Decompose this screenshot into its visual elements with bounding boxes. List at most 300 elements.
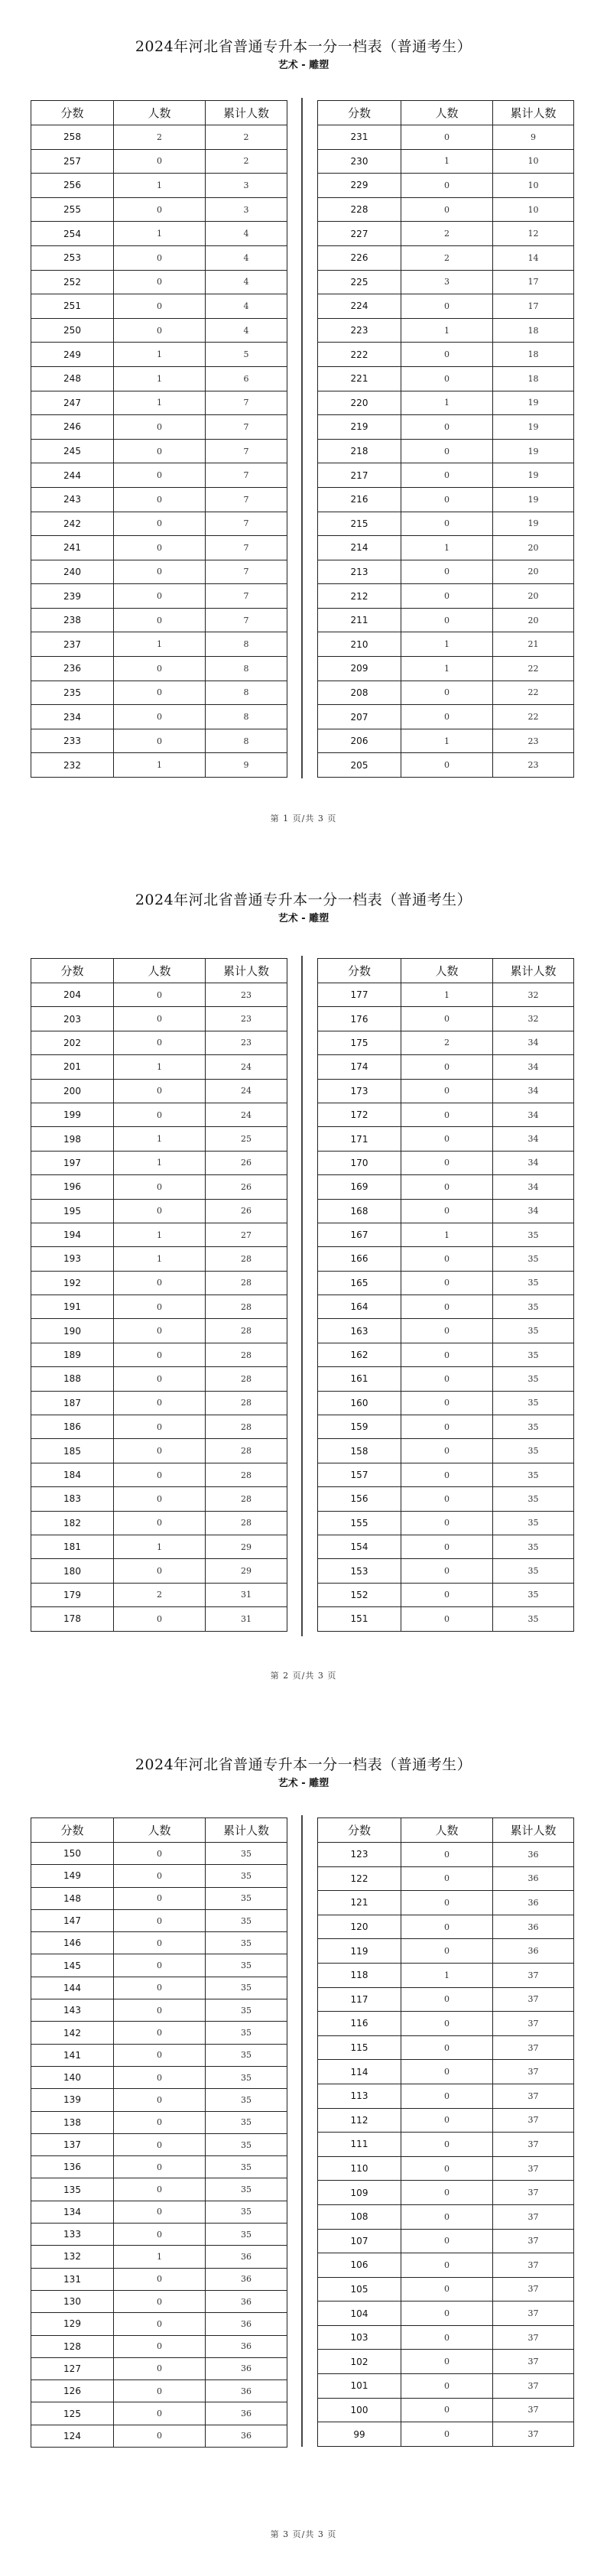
count-cell: 0 bbox=[401, 2133, 493, 2157]
score-cell: 222 bbox=[318, 343, 401, 367]
count-cell: 0 bbox=[114, 2357, 206, 2379]
cumulative-cell: 19 bbox=[493, 463, 574, 488]
count-cell: 0 bbox=[114, 2402, 206, 2425]
cumulative-cell: 37 bbox=[493, 2204, 574, 2229]
table-row bbox=[318, 1391, 574, 1415]
header-score: 分数 bbox=[318, 959, 401, 983]
count-cell: 0 bbox=[114, 2290, 206, 2312]
cumulative-cell: 28 bbox=[206, 1319, 287, 1343]
score-cell: 127 bbox=[31, 2357, 114, 2379]
table-row bbox=[318, 1439, 574, 1463]
table-row bbox=[31, 1977, 287, 1999]
score-cell: 201 bbox=[31, 1055, 114, 1079]
table-row bbox=[31, 2022, 287, 2044]
count-cell: 0 bbox=[401, 2060, 493, 2084]
table-row bbox=[318, 2325, 574, 2350]
table-row bbox=[318, 1031, 574, 1054]
page-subtitle: 艺术 - 雕塑 bbox=[278, 60, 329, 71]
table-row bbox=[31, 584, 287, 609]
count-cell: 1 bbox=[401, 1963, 493, 1987]
cumulative-cell: 37 bbox=[493, 1963, 574, 1987]
page-title: 2024年河北省普通专升本一分一档表（普通考生） bbox=[135, 1756, 472, 1773]
count-cell: 0 bbox=[114, 245, 206, 270]
cumulative-cell: 26 bbox=[206, 1199, 287, 1223]
cumulative-cell: 35 bbox=[206, 2044, 287, 2066]
column-divider bbox=[301, 1815, 303, 2447]
score-cell: 172 bbox=[318, 1103, 401, 1126]
cumulative-cell: 28 bbox=[206, 1247, 287, 1271]
count-cell: 0 bbox=[114, 1271, 206, 1294]
cumulative-cell: 35 bbox=[206, 1932, 287, 1954]
count-cell: 0 bbox=[114, 1343, 206, 1366]
table-row bbox=[318, 1415, 574, 1439]
table-row bbox=[31, 245, 287, 270]
count-cell: 0 bbox=[401, 1891, 493, 1915]
table-row bbox=[31, 1055, 287, 1079]
cumulative-cell: 35 bbox=[493, 1463, 574, 1486]
table-row bbox=[31, 487, 287, 512]
cumulative-cell: 8 bbox=[206, 657, 287, 681]
cumulative-cell: 37 bbox=[493, 2156, 574, 2181]
score-cell: 148 bbox=[31, 1887, 114, 1909]
count-cell: 0 bbox=[401, 1103, 493, 1126]
count-cell: 0 bbox=[114, 1909, 206, 1931]
score-cell: 149 bbox=[31, 1865, 114, 1887]
cumulative-cell: 17 bbox=[493, 270, 574, 294]
score-cell: 208 bbox=[318, 681, 401, 705]
score-cell: 168 bbox=[318, 1199, 401, 1223]
column-divider bbox=[301, 98, 303, 778]
table-row bbox=[318, 753, 574, 778]
score-cell: 174 bbox=[318, 1055, 401, 1079]
count-cell: 0 bbox=[401, 415, 493, 440]
table-row bbox=[318, 560, 574, 584]
cumulative-cell: 17 bbox=[493, 294, 574, 319]
score-cell: 251 bbox=[31, 294, 114, 319]
cumulative-cell: 37 bbox=[493, 2398, 574, 2422]
score-cell: 114 bbox=[318, 2060, 401, 2084]
cumulative-cell: 9 bbox=[493, 125, 574, 150]
table-row bbox=[318, 2350, 574, 2374]
score-cell: 158 bbox=[318, 1439, 401, 1463]
count-cell: 0 bbox=[401, 2277, 493, 2302]
page-subtitle: 艺术 - 雕塑 bbox=[278, 913, 329, 924]
table-row bbox=[31, 512, 287, 536]
count-cell: 0 bbox=[401, 705, 493, 729]
cumulative-cell: 37 bbox=[493, 2060, 574, 2084]
score-cell: 131 bbox=[31, 2268, 114, 2290]
table-row bbox=[318, 1487, 574, 1511]
cumulative-cell: 24 bbox=[206, 1103, 287, 1126]
count-cell: 1 bbox=[114, 222, 206, 246]
score-cell: 228 bbox=[318, 197, 401, 222]
cumulative-cell: 20 bbox=[493, 560, 574, 584]
table-row bbox=[318, 1127, 574, 1151]
cumulative-cell: 10 bbox=[493, 174, 574, 198]
table-row bbox=[31, 1415, 287, 1439]
cumulative-cell: 8 bbox=[206, 729, 287, 753]
score-cell: 233 bbox=[31, 729, 114, 753]
score-cell: 170 bbox=[318, 1151, 401, 1174]
count-cell: 0 bbox=[114, 1295, 206, 1319]
count-cell: 0 bbox=[114, 1439, 206, 1463]
table-row bbox=[31, 1843, 287, 1865]
score-cell: 237 bbox=[31, 632, 114, 657]
cumulative-cell: 25 bbox=[206, 1127, 287, 1151]
score-cell: 193 bbox=[31, 1247, 114, 1271]
count-cell: 0 bbox=[114, 2335, 206, 2357]
table-row bbox=[318, 197, 574, 222]
score-cell: 253 bbox=[31, 245, 114, 270]
score-cell: 183 bbox=[31, 1487, 114, 1511]
score-cell: 171 bbox=[318, 1127, 401, 1151]
score-cell: 125 bbox=[31, 2402, 114, 2425]
score-cell: 143 bbox=[31, 1999, 114, 2022]
table-row bbox=[318, 705, 574, 729]
table-row bbox=[31, 1031, 287, 1054]
table-header-row bbox=[318, 101, 574, 125]
count-cell: 0 bbox=[401, 1915, 493, 1939]
table-row bbox=[318, 1343, 574, 1366]
table-row bbox=[318, 2133, 574, 2157]
count-cell: 0 bbox=[401, 560, 493, 584]
score-cell: 161 bbox=[318, 1367, 401, 1391]
table-row bbox=[31, 1271, 287, 1294]
cumulative-cell: 7 bbox=[206, 560, 287, 584]
count-cell: 0 bbox=[114, 1175, 206, 1199]
table-row bbox=[318, 1866, 574, 1891]
count-cell: 0 bbox=[114, 415, 206, 440]
table-row bbox=[318, 222, 574, 246]
count-cell: 1 bbox=[401, 536, 493, 560]
score-cell: 132 bbox=[31, 2246, 114, 2268]
score-cell: 177 bbox=[318, 983, 401, 1007]
count-cell: 0 bbox=[401, 343, 493, 367]
cumulative-cell: 35 bbox=[493, 1295, 574, 1319]
table-row bbox=[31, 294, 287, 319]
score-cell: 141 bbox=[31, 2044, 114, 2066]
cumulative-cell: 36 bbox=[493, 1843, 574, 1867]
table-row bbox=[31, 2201, 287, 2223]
table-row bbox=[318, 608, 574, 632]
cumulative-cell: 35 bbox=[493, 1343, 574, 1366]
table-row bbox=[318, 1535, 574, 1558]
cumulative-cell: 36 bbox=[493, 1891, 574, 1915]
header-score: 分数 bbox=[31, 1818, 114, 1843]
score-cell: 110 bbox=[318, 2156, 401, 2181]
score-cell: 190 bbox=[31, 1319, 114, 1343]
cumulative-cell: 31 bbox=[206, 1607, 287, 1631]
cumulative-cell: 36 bbox=[493, 1915, 574, 1939]
cumulative-cell: 35 bbox=[206, 1843, 287, 1865]
score-cell: 130 bbox=[31, 2290, 114, 2312]
cumulative-cell: 35 bbox=[206, 2224, 287, 2246]
cumulative-cell: 37 bbox=[493, 2108, 574, 2133]
table-row bbox=[31, 1319, 287, 1343]
score-cell: 139 bbox=[31, 2089, 114, 2111]
score-cell: 241 bbox=[31, 536, 114, 560]
cumulative-cell: 37 bbox=[493, 2035, 574, 2060]
table-row bbox=[31, 753, 287, 778]
cumulative-cell: 35 bbox=[206, 1909, 287, 1931]
table-row bbox=[31, 729, 287, 753]
count-cell: 1 bbox=[114, 1535, 206, 1558]
cumulative-cell: 36 bbox=[206, 2335, 287, 2357]
cumulative-cell: 7 bbox=[206, 487, 287, 512]
score-cell: 108 bbox=[318, 2204, 401, 2229]
page-title: 2024年河北省普通专升本一分一档表（普通考生） bbox=[135, 892, 472, 908]
table-row bbox=[31, 2224, 287, 2246]
score-cell: 225 bbox=[318, 270, 401, 294]
table-row bbox=[31, 1463, 287, 1486]
table-row bbox=[318, 1103, 574, 1126]
count-cell: 0 bbox=[114, 2224, 206, 2246]
table-row bbox=[318, 1367, 574, 1391]
count-cell: 0 bbox=[401, 1271, 493, 1294]
count-cell: 0 bbox=[401, 1866, 493, 1891]
score-cell: 180 bbox=[31, 1559, 114, 1583]
count-cell: 0 bbox=[114, 2022, 206, 2044]
count-cell: 0 bbox=[114, 2268, 206, 2290]
table-row bbox=[318, 1199, 574, 1223]
score-table-right bbox=[317, 1817, 574, 2447]
cumulative-cell: 19 bbox=[493, 487, 574, 512]
table-row bbox=[31, 2111, 287, 2133]
score-cell: 101 bbox=[318, 2374, 401, 2399]
table-row bbox=[318, 463, 574, 488]
score-cell: 162 bbox=[318, 1343, 401, 1366]
count-cell: 0 bbox=[114, 1199, 206, 1223]
count-cell: 1 bbox=[114, 343, 206, 367]
count-cell: 1 bbox=[114, 1247, 206, 1271]
score-cell: 113 bbox=[318, 2084, 401, 2108]
table-row bbox=[31, 174, 287, 198]
table-row bbox=[31, 1391, 287, 1415]
score-cell: 103 bbox=[318, 2325, 401, 2350]
score-cell: 124 bbox=[31, 2425, 114, 2447]
table-row bbox=[31, 608, 287, 632]
table-header-row bbox=[31, 959, 287, 983]
score-cell: 252 bbox=[31, 270, 114, 294]
table-row bbox=[318, 1511, 574, 1535]
cumulative-cell: 35 bbox=[206, 2111, 287, 2133]
table-row bbox=[31, 366, 287, 391]
score-cell: 188 bbox=[31, 1367, 114, 1391]
table-row bbox=[31, 1487, 287, 1511]
header-count: 人数 bbox=[114, 959, 206, 983]
table-row bbox=[318, 366, 574, 391]
table-row bbox=[318, 1463, 574, 1486]
cumulative-cell: 20 bbox=[493, 536, 574, 560]
cumulative-cell: 4 bbox=[206, 270, 287, 294]
score-cell: 150 bbox=[31, 1843, 114, 1865]
count-cell: 0 bbox=[114, 1463, 206, 1486]
cumulative-cell: 2 bbox=[206, 125, 287, 150]
table-row bbox=[318, 1247, 574, 1271]
cumulative-cell: 4 bbox=[206, 245, 287, 270]
table-row bbox=[31, 125, 287, 150]
cumulative-cell: 29 bbox=[206, 1559, 287, 1583]
count-cell: 0 bbox=[401, 2012, 493, 2036]
score-cell: 122 bbox=[318, 1866, 401, 1891]
header-count: 人数 bbox=[114, 1818, 206, 1843]
table-row bbox=[31, 343, 287, 367]
table-row bbox=[31, 2357, 287, 2379]
count-cell: 0 bbox=[401, 2084, 493, 2108]
score-cell: 153 bbox=[318, 1559, 401, 1583]
cumulative-cell: 35 bbox=[206, 1977, 287, 1999]
table-row bbox=[31, 415, 287, 440]
table-row bbox=[318, 2108, 574, 2133]
table-row bbox=[318, 1055, 574, 1079]
cumulative-cell: 34 bbox=[493, 1175, 574, 1199]
count-cell: 1 bbox=[114, 2246, 206, 2268]
table-row bbox=[31, 1887, 287, 1909]
score-cell: 248 bbox=[31, 366, 114, 391]
header-cumulative: 累计人数 bbox=[493, 101, 574, 125]
table-row bbox=[318, 1607, 574, 1631]
score-cell: 165 bbox=[318, 1271, 401, 1294]
count-cell: 0 bbox=[401, 753, 493, 778]
table-row bbox=[31, 2246, 287, 2268]
header-count: 人数 bbox=[401, 1818, 493, 1843]
table-row bbox=[31, 1932, 287, 1954]
score-table-left bbox=[31, 100, 287, 778]
score-cell: 227 bbox=[318, 222, 401, 246]
score-cell: 100 bbox=[318, 2398, 401, 2422]
cumulative-cell: 35 bbox=[493, 1583, 574, 1606]
score-cell: 229 bbox=[318, 174, 401, 198]
table-row bbox=[318, 294, 574, 319]
cumulative-cell: 34 bbox=[493, 1199, 574, 1223]
score-cell: 215 bbox=[318, 512, 401, 536]
score-cell: 204 bbox=[31, 983, 114, 1007]
table-row bbox=[318, 270, 574, 294]
score-cell: 164 bbox=[318, 1295, 401, 1319]
count-cell: 0 bbox=[114, 1954, 206, 1977]
score-cell: 213 bbox=[318, 560, 401, 584]
table-row bbox=[318, 681, 574, 705]
table-row bbox=[318, 1175, 574, 1199]
score-cell: 144 bbox=[31, 1977, 114, 1999]
table-row bbox=[31, 391, 287, 415]
cumulative-cell: 4 bbox=[206, 318, 287, 343]
table-row bbox=[318, 1319, 574, 1343]
table-row bbox=[31, 2089, 287, 2111]
score-table-left bbox=[31, 958, 287, 1632]
score-cell: 199 bbox=[31, 1103, 114, 1126]
cumulative-cell: 35 bbox=[206, 1999, 287, 2022]
count-cell: 0 bbox=[114, 1319, 206, 1343]
score-cell: 191 bbox=[31, 1295, 114, 1319]
count-cell: 0 bbox=[114, 1932, 206, 1954]
cumulative-cell: 36 bbox=[206, 2425, 287, 2447]
cumulative-cell: 2 bbox=[206, 149, 287, 174]
cumulative-cell: 20 bbox=[493, 584, 574, 609]
cumulative-cell: 35 bbox=[493, 1415, 574, 1439]
count-cell: 0 bbox=[114, 1977, 206, 1999]
score-cell: 182 bbox=[31, 1511, 114, 1535]
count-cell: 0 bbox=[114, 983, 206, 1007]
score-cell: 198 bbox=[31, 1127, 114, 1151]
count-cell: 0 bbox=[114, 1415, 206, 1439]
table-row bbox=[318, 2374, 574, 2399]
count-cell: 1 bbox=[401, 391, 493, 415]
score-cell: 102 bbox=[318, 2350, 401, 2374]
count-cell: 0 bbox=[401, 2398, 493, 2422]
score-cell: 145 bbox=[31, 1954, 114, 1977]
table-row bbox=[318, 512, 574, 536]
table-row bbox=[318, 1271, 574, 1294]
cumulative-cell: 36 bbox=[206, 2268, 287, 2290]
score-cell: 195 bbox=[31, 1199, 114, 1223]
score-cell: 202 bbox=[31, 1031, 114, 1054]
cumulative-cell: 19 bbox=[493, 391, 574, 415]
count-cell: 0 bbox=[114, 318, 206, 343]
table-row bbox=[31, 2178, 287, 2201]
score-cell: 105 bbox=[318, 2277, 401, 2302]
cumulative-cell: 7 bbox=[206, 391, 287, 415]
page-title: 2024年河北省普通专升本一分一档表（普通考生） bbox=[135, 38, 472, 55]
score-cell: 187 bbox=[31, 1391, 114, 1415]
table-row bbox=[31, 2402, 287, 2425]
score-cell: 238 bbox=[31, 608, 114, 632]
cumulative-cell: 18 bbox=[493, 318, 574, 343]
score-cell: 135 bbox=[31, 2178, 114, 2201]
table-row bbox=[31, 1127, 287, 1151]
table-row bbox=[31, 1199, 287, 1223]
table-row bbox=[31, 222, 287, 246]
table-row bbox=[31, 2313, 287, 2335]
cumulative-cell: 35 bbox=[206, 1887, 287, 1909]
count-cell: 0 bbox=[401, 463, 493, 488]
score-cell: 147 bbox=[31, 1909, 114, 1931]
cumulative-cell: 35 bbox=[206, 1865, 287, 1887]
score-table-right bbox=[317, 100, 574, 778]
table-row bbox=[31, 2380, 287, 2402]
cumulative-cell: 35 bbox=[206, 2133, 287, 2155]
count-cell: 0 bbox=[114, 1487, 206, 1511]
cumulative-cell: 35 bbox=[493, 1391, 574, 1415]
count-cell: 0 bbox=[114, 2425, 206, 2447]
score-cell: 203 bbox=[31, 1007, 114, 1031]
cumulative-cell: 37 bbox=[493, 2181, 574, 2205]
table-row bbox=[318, 2422, 574, 2447]
score-cell: 157 bbox=[318, 1463, 401, 1486]
cumulative-cell: 19 bbox=[493, 415, 574, 440]
cumulative-cell: 10 bbox=[493, 197, 574, 222]
cumulative-cell: 28 bbox=[206, 1295, 287, 1319]
table-row bbox=[318, 318, 574, 343]
count-cell: 0 bbox=[401, 1559, 493, 1583]
table-row bbox=[31, 2044, 287, 2066]
count-cell: 0 bbox=[401, 2181, 493, 2205]
header-score: 分数 bbox=[318, 101, 401, 125]
cumulative-cell: 36 bbox=[206, 2380, 287, 2402]
score-cell: 206 bbox=[318, 729, 401, 753]
score-cell: 236 bbox=[31, 657, 114, 681]
cumulative-cell: 36 bbox=[206, 2246, 287, 2268]
count-cell: 2 bbox=[114, 1583, 206, 1606]
cumulative-cell: 28 bbox=[206, 1391, 287, 1415]
score-cell: 235 bbox=[31, 681, 114, 705]
page-footer: 第 3 页/共 3 页 bbox=[270, 2529, 337, 2539]
score-cell: 185 bbox=[31, 1439, 114, 1463]
table-row bbox=[318, 2181, 574, 2205]
count-cell: 0 bbox=[401, 174, 493, 198]
score-cell: 196 bbox=[31, 1175, 114, 1199]
cumulative-cell: 7 bbox=[206, 415, 287, 440]
